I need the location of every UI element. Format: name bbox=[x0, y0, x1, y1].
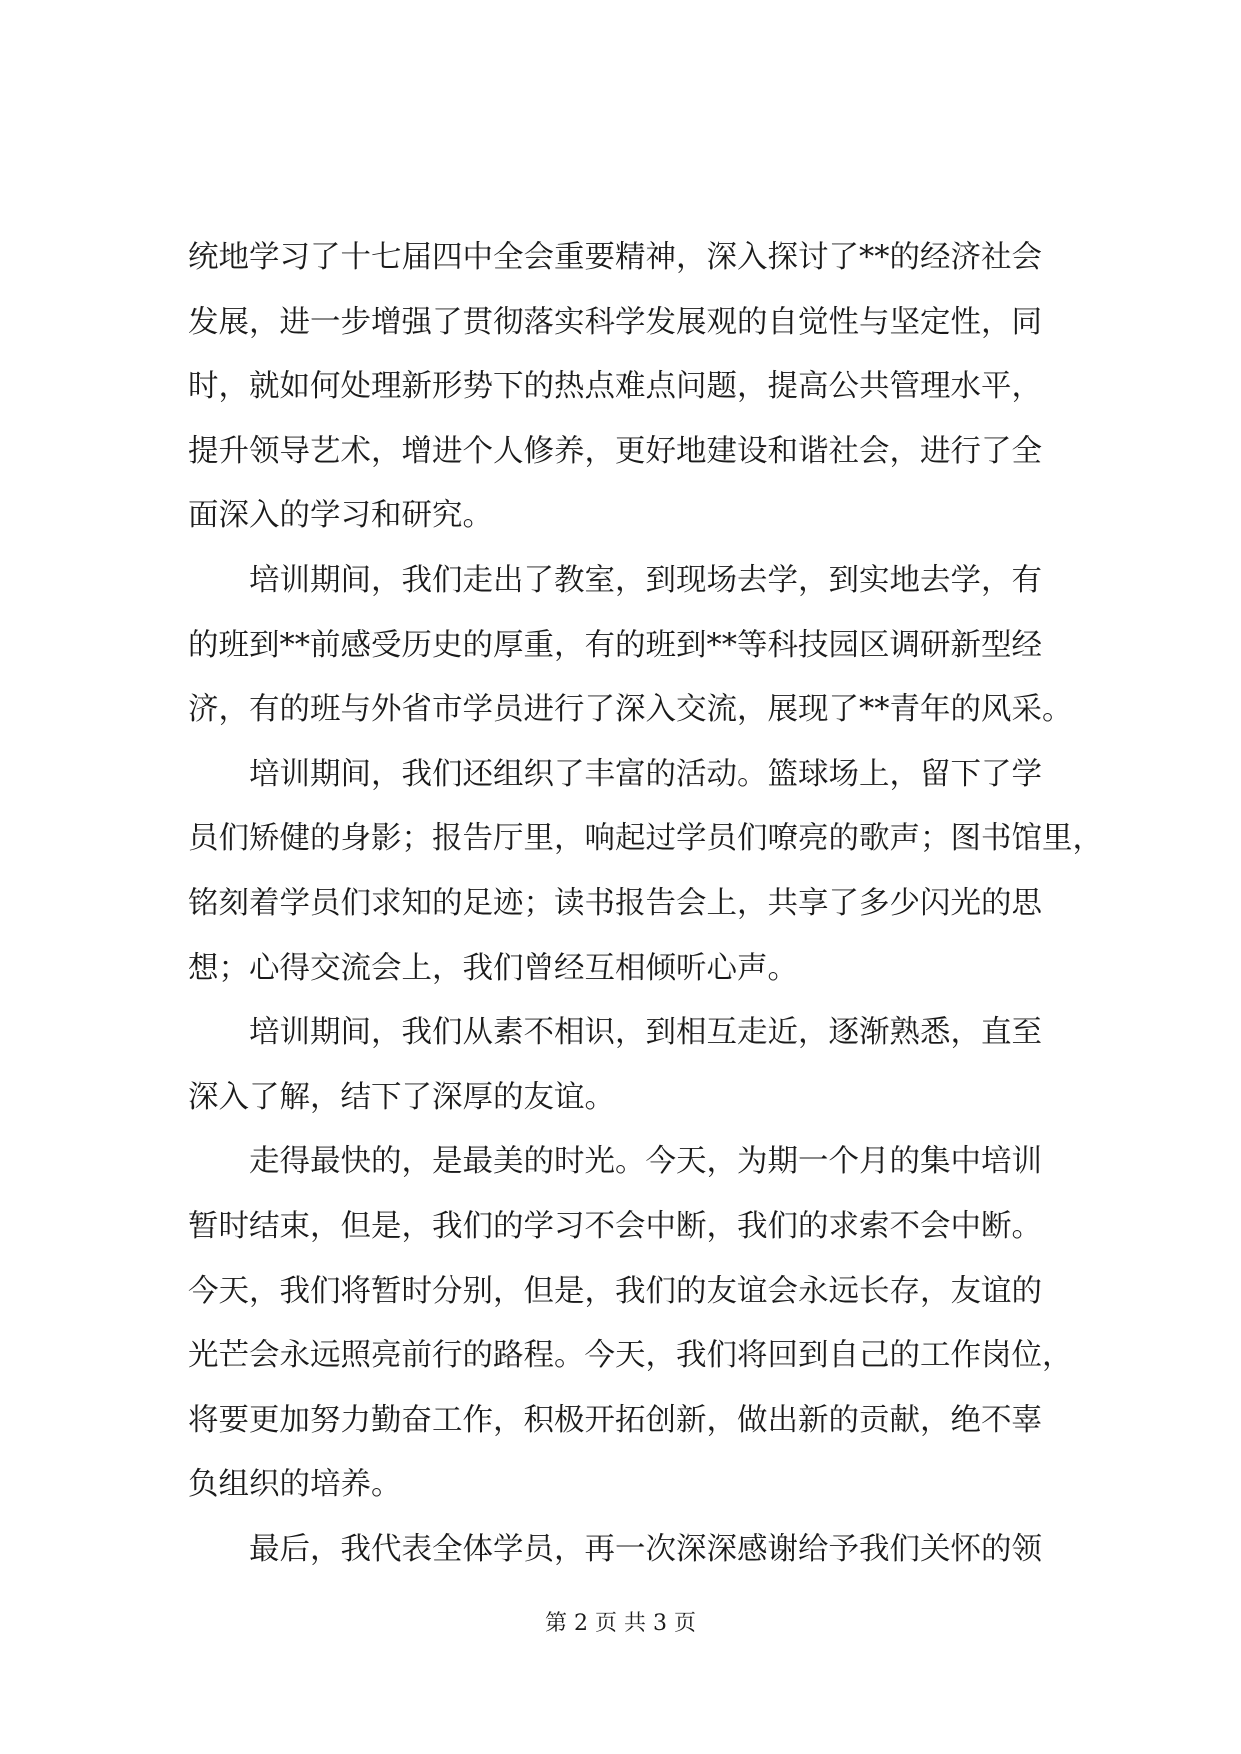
text-line: 深入了解，结下了深厚的友谊。 bbox=[188, 1079, 615, 1115]
paragraph-3 bbox=[188, 743, 1103, 1001]
paragraph-5 bbox=[188, 1130, 1073, 1518]
text-line: 最后，我代表全体学员，再一次深深感谢给予我们关怀的领 bbox=[249, 1531, 1042, 1567]
text-line: 面深入的学习和研究。 bbox=[188, 498, 493, 534]
text-line: 统地学习了十七届四中全会重要精神，深入探讨了**的经济社会 bbox=[188, 240, 1042, 275]
text-line: 的班到**前感受历史的厚重，有的班到**等科技园区调研新型经 bbox=[188, 627, 1042, 663]
paragraph-1 bbox=[188, 226, 1068, 549]
page-number-label: 第 2 页 共 3 页 bbox=[545, 1611, 696, 1636]
text-line: 培训期间，我们还组织了丰富的活动。篮球场上，留下了学 bbox=[249, 756, 1042, 792]
text-line: 济，有的班与外省市学员进行了深入交流，展现了**青年的风采。 bbox=[188, 692, 1073, 728]
paragraph-4 bbox=[188, 1001, 1068, 1130]
text-line: 暂时结束，但是，我们的学习不会中断，我们的求索不会中断。 bbox=[188, 1208, 1042, 1244]
text-line: 走得最快的，是最美的时光。今天，为期一个月的集中培训 bbox=[249, 1144, 1042, 1180]
text-line: 光芒会永远照亮前行的路程。今天，我们将回到自己的工作岗位， bbox=[188, 1338, 1073, 1374]
text-line: 发展，进一步增强了贯彻落实科学发展观的自觉性与坚定性，同 bbox=[188, 304, 1042, 340]
text-line: 员们矫健的身影；报告厅里，响起过学员们嘹亮的歌声；图书馆里， bbox=[188, 821, 1103, 857]
paragraph-2 bbox=[188, 549, 1073, 743]
text-line: 负组织的培养。 bbox=[188, 1467, 402, 1503]
text-line: 想；心得交流会上，我们曾经互相倾听心声。 bbox=[188, 950, 798, 986]
text-line: 培训期间，我们走出了教室，到现场去学，到实地去学，有 bbox=[249, 562, 1042, 598]
text-line: 将要更加努力勤奋工作，积极开拓创新，做出新的贡献，绝不辜 bbox=[188, 1402, 1042, 1438]
text-line: 培训期间，我们从素不相识，到相互走近，逐渐熟悉，直至 bbox=[249, 1015, 1042, 1051]
text-line: 提升领导艺术，增进个人修养，更好地建设和谐社会，进行了全 bbox=[188, 433, 1042, 469]
text-line: 今天，我们将暂时分别，但是，我们的友谊会永远长存，友谊的 bbox=[188, 1273, 1042, 1309]
text-line: 时，就如何处理新形势下的热点难点问题，提高公共管理水平， bbox=[188, 369, 1042, 405]
page-footer bbox=[0, 1606, 1241, 1637]
document-body bbox=[188, 226, 1103, 1582]
paragraph-6 bbox=[188, 1518, 1068, 1583]
text-line: 铭刻着学员们求知的足迹；读书报告会上，共享了多少闪光的思 bbox=[188, 885, 1042, 921]
